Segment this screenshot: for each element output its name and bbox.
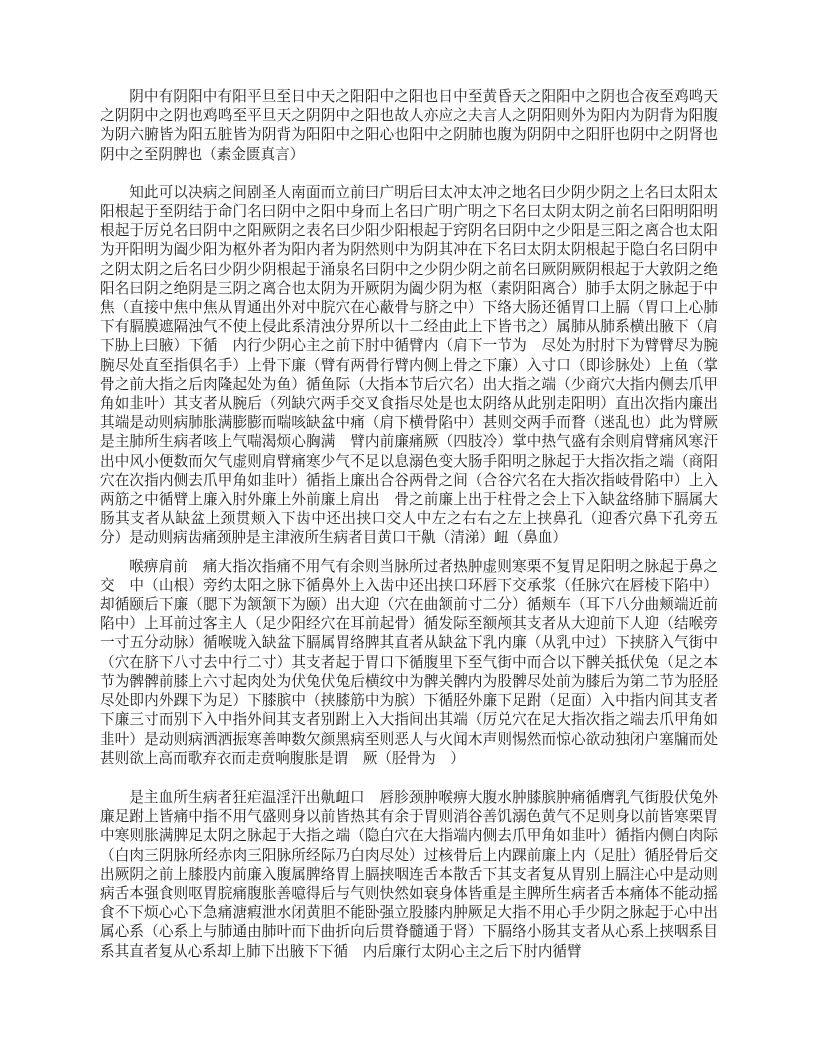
- text-block: [100, 88, 718, 962]
- paragraph-yinyang-jinkui-zhenyan: 阴中有阴阳中有阳平旦至日中天之阳阳中之阳也日中至黄昏天之阳阳中之阴也合夜至鸡鸣天之阴阴中之阴也鸡鸣至平旦天之阴阴中之阳也故人亦应之夫言人之阴阳则外为阳内为阴背为阳腹为阴六腑皆为阳五脏皆为阴背为阳阳中之阳心也阳中之阴肺也腹为阴阴中之阳肝也阴中之阴肾也阴中之至阴脾也（素金匮真言）: [100, 89, 718, 163]
- paragraph-spleen-heart-meridians: 是主血所生病者狂疟温淫汗出鼽衄口 唇胗颈肿喉痹大腹水肿膝膑肿痛循膺乳气街股伏兔外廉足跗上皆痛中指不用气盛则身以前皆热其有余于胃则消谷善饥溺色黄气不足则身以前皆寒栗胃中寒则胀满脾足太阴之脉起于大指之端（隐白穴在大指端内侧去爪甲角如韭叶）循指内侧白肉际（白肉三阴脉所经赤肉三阳脉所经际乃白肉尽处）过核骨后上内踝前廉上内（足肚）循胫骨后交出厥阴之前上膝股内前廉入腹属脾络胃上膈挟咽连舌本散舌下其支者复从胃别上膈注心中是动则病舌本强食则呕胃脘痛腹胀善噫得后与气则快然如衰身体皆重是主脾所生病者舌本痛体不能动摇食不下烦心心下急痛溏瘕泄水闭黄胆不能卧强立股膝内肿厥足大指不用心手少阴之脉起于心中出属心系（心系上与肺通由肺叶而下曲折向后贯脊髓通于肾）下膈络小肠其支者从心系上挟咽系目系其直者复从心系却上肺下出腋下下循 内后廉行太阴心主之后下肘内循臂: [100, 789, 718, 960]
- paragraph-lihe-lung-large-intestine-meridians: 知此可以决病之间剧圣人南面而立前曰广明后曰太冲太冲之地名曰少阴少阴之上名曰太阳太阳根起于至阴结于命门名曰阴中之阳中身而上名曰广明广明之下名曰太阴太阴之前名曰阳明阳明根起于厉兑名曰阴中之阳厥阴之表名曰少阳少阳根起于窍阴名曰阴中之少阳是三阳之离合也太阳为开阳明为阖少阳为枢外者为阳内者为阴然则中为阴其冲在下名曰太阴太阴根起于隐白名曰阴中之阴太阴之后名曰少阴少阴根起于涌泉名曰阴中之少阴少阴之前名曰厥阴厥阴根起于大敦阴之绝阳名曰阴之绝阴是三阴之离合也太阴为开厥阴为阖少阴为枢（素阴阳离合）肺手太阴之脉起于中焦（直接中焦中焦从胃通出外对中脘穴在心蔽骨与脐之中）下络大肠还循胃口上膈（胃口上心肺下有膈膜遮隔浊气不使上侵此系清浊分界所以十二经由此上下皆书之）属肺从肺系横出腋下（肩下胁上曰腋）下循 内行少阴心主之前下肘中循臂内（肩下一节为 尽处为肘肘下为臂臂尽为腕腕尽处直至指俱名手）上骨下廉（臂有两骨行臂内侧上骨之下廉）入寸口（即诊脉处）上鱼（掌骨之前大指之后肉隆起处为鱼）循鱼际（大指本节后穴名）出大指之端（少商穴大指内侧去爪甲角如韭叶）其支者从腕后（列缺穴两手交叉食指尽处是也太阴络从此别走阳明）直出次指内廉出其端是动则病肺胀满膨膨而喘咳缺盆中痛（肩下横骨陷中）甚则交两手而瞀（迷乱也）此为臂厥是主肺所生病者咳上气喘渴烦心胸满 臂内前廉痛厥（四肢冷）掌中热气盛有余则肩臂痛风寒汗出中风小便数而欠气虚则肩臂痛寒少气不足以息溺色变大肠手阳明之脉起于大指次指之端（商阳穴在次指内侧去爪甲角如韭叶）循指上廉出合谷两骨之间（合谷穴名在大指次指岐骨陷中）上入两筋之中循臂上廉入肘外廉上外前廉上肩出 骨之前廉上出于柱骨之会上下入缺盆络肺下膈属大肠其支者从缺盆上颈贯颊入下齿中还出挟口交人中左之右右之左上挟鼻孔（迎香穴鼻下孔旁五分）是动则病齿痛颈肿是主津液所生病者目黄口干鼽（清涕）衄（鼻血）: [100, 184, 718, 547]
- paragraph-stomach-meridian: 喉痹肩前 痛大指次指痛不用气有余则当脉所过者热肿虚则寒栗不复胃足阳明之脉起于鼻之交 中（山根）旁约太阳之脉下循鼻外上入齿中还出挟口环唇下交承浆（任脉穴在唇棱下陷中）却循颐后下廉（腮下为颔颔下为颐）出大迎（穴在曲颔前寸二分）循颊车（耳下八分曲颊端近前陷中）上耳前过客主人（足少阳经穴在耳前起骨）循发际至额颅其支者从大迎前下人迎（结喉旁一寸五分动脉）循喉咙入缺盆下膈属胃络脾其直者从缺盆下乳内廉（从乳中过）下挟脐入气街中（穴在脐下八寸去中行二寸）其支者起于胃口下循腹里下至气街中而合以下髀关抵伏兔（足之本节为髀髀前膝上六寸起肉处为伏兔伏兔后横纹中为髀关髀内为股髀尽处前为膝后为第二节为胫胫尽处即内外踝下为足）下膝膑中（挟膝筋中为膑）下循胫外廉下足跗（足面）入中指内间其支者下廉三寸而别下入中指外间其支者别跗上入大指间出其端（厉兑穴在足大指次指之端去爪甲角如韭叶）是动则病洒洒振寒善呻数欠颜黑病至则恶人与火闻木声则惕然而惊心欲动独闭户塞牖而处甚则欲上高而歌弃衣而走贲响腹胀是谓 厥（胫骨为 ）: [100, 558, 718, 767]
